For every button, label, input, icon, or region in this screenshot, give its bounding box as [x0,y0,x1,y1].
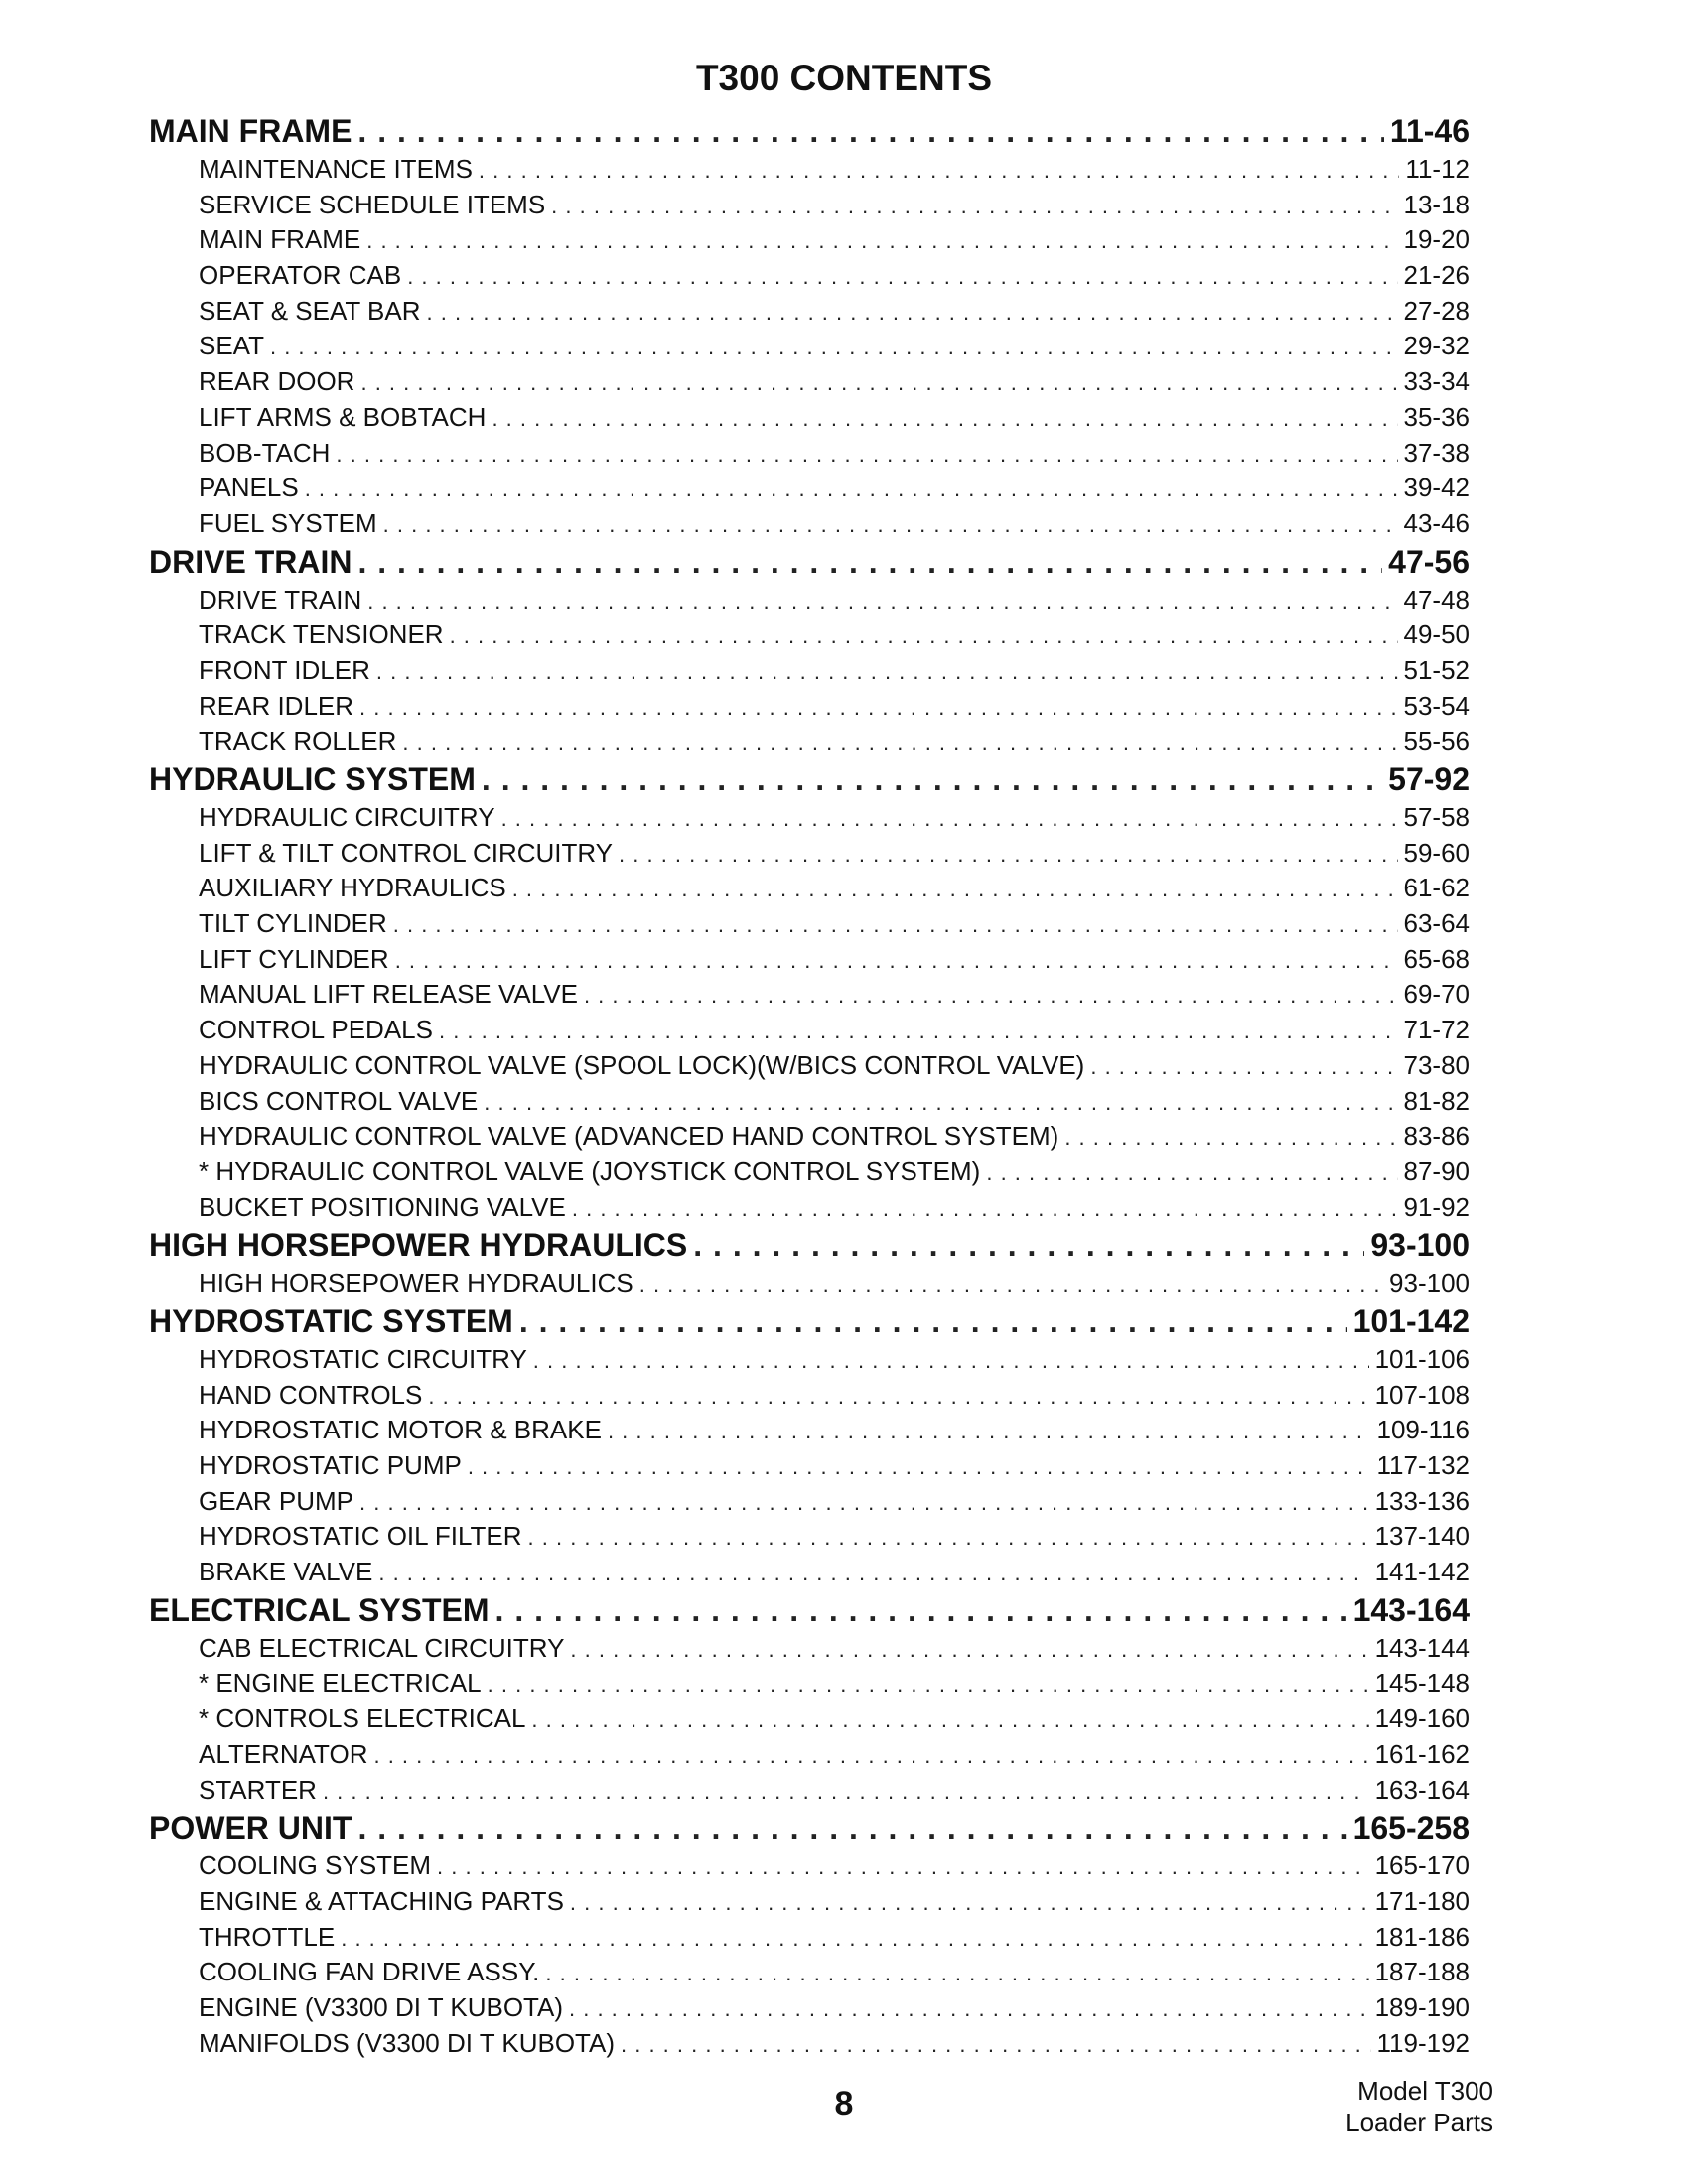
item-page-range: 33-34 [1403,366,1470,397]
toc-item[interactable] [149,154,1470,190]
toc-item[interactable] [149,402,1470,438]
item-title: REAR IDLER [199,690,354,721]
dot-leader [468,1454,1371,1480]
item-title: MANIFOLDS (V3300 DI T KUBOTA) [199,2027,615,2058]
dot-leader [428,1384,1368,1410]
dot-leader [378,1561,1368,1586]
toc-item[interactable] [149,366,1470,402]
dot-leader [512,877,1398,902]
item-page-range: 187-188 [1374,1957,1470,1987]
item-page-range: 83-86 [1403,1121,1470,1152]
item-page-range: 13-18 [1403,189,1470,219]
item-page-range: 81-82 [1403,1085,1470,1116]
dot-leader [376,659,1398,685]
toc-item[interactable] [149,1050,1470,1086]
item-page-range: 61-62 [1403,873,1470,903]
dot-leader [439,1019,1398,1044]
item-page-range: 49-50 [1403,619,1470,650]
item-page-range: 93-100 [1389,1268,1470,1298]
dot-leader [336,442,1397,468]
item-title: SEAT & SEAT BAR [199,295,421,326]
dot-leader [570,1637,1368,1663]
toc-item[interactable] [149,873,1470,908]
dot-leader [608,1419,1371,1444]
item-page-range: 117-132 [1376,1450,1470,1480]
section-page-range: 101-142 [1352,1302,1470,1339]
toc-item[interactable] [149,944,1470,980]
item-page-range: 57-58 [1403,802,1470,832]
item-title: LIFT & TILT CONTROL CIRCUITRY [199,837,614,868]
dot-leader [360,370,1397,396]
toc-item[interactable] [149,1957,1470,1992]
item-title: MAINTENANCE ITEMS [199,154,473,184]
item-page-range: 161-162 [1374,1738,1470,1769]
item-title: SERVICE SCHEDULE ITEMS [199,189,546,219]
footer-subtitle: Loader Parts [1345,2108,1493,2137]
item-title: TRACK TENSIONER [199,619,444,650]
section-page-range: 11-46 [1389,113,1470,149]
item-page-range: 11-12 [1405,154,1470,184]
item-page-range: 43-46 [1403,507,1470,538]
item-title: BUCKET POSITIONING VALVE [199,1191,566,1222]
toc-item[interactable] [149,1344,1470,1380]
item-page-range: 19-20 [1403,224,1470,255]
dot-leader [986,1160,1397,1186]
dot-leader [359,1490,1369,1516]
toc-item[interactable] [149,1268,1470,1303]
dot-leader [270,335,1398,360]
toc-item[interactable] [149,224,1470,260]
toc-item[interactable] [149,1415,1470,1450]
toc-item[interactable] [149,1704,1470,1739]
item-page-range: 165-170 [1374,1850,1470,1881]
dot-leader [437,1854,1369,1880]
page-number: 8 [834,2085,854,2122]
dot-leader [621,2032,1371,2058]
dot-leader [407,264,1397,290]
dot-leader [359,695,1397,721]
toc-item[interactable] [149,190,1470,225]
toc-item[interactable] [149,1775,1470,1811]
item-title: AUXILIARY HYDRAULICS [199,873,506,903]
dot-leader [366,228,1397,254]
dot-leader [519,1303,1347,1340]
item-page-range: 137-140 [1374,1521,1470,1552]
dot-leader [533,1348,1369,1374]
item-page-range: 141-142 [1374,1557,1470,1587]
footer-model: Model T300 [1357,2076,1493,2106]
toc-item[interactable] [149,1633,1470,1669]
item-title: TRACK ROLLER [199,726,397,756]
toc-item[interactable] [149,655,1470,691]
dot-leader [482,761,1382,798]
toc-item[interactable] [149,1557,1470,1592]
section-title: DRIVE TRAIN [149,543,352,580]
dot-leader [528,1525,1369,1551]
item-title: HYDRAULIC CIRCUITRY [199,802,495,832]
dot-leader [492,406,1397,432]
item-title: OPERATOR CAB [199,260,402,291]
toc-item[interactable] [149,296,1470,332]
item-title: BOB-TACH [199,437,331,468]
item-title: * CONTROLS ELECTRICAL [199,1704,526,1734]
toc-section[interactable] [149,113,1470,154]
footer [1345,2075,1493,2138]
item-title: COOLING FAN DRIVE ASSY. [199,1957,540,1987]
section-page-range: 57-92 [1388,761,1470,797]
item-title: * ENGINE ELECTRICAL [199,1668,482,1699]
item-page-range: 59-60 [1403,837,1470,868]
item-title: HIGH HORSEPOWER HYDRAULICS [199,1268,633,1298]
item-title: * HYDRAULIC CONTROL VALVE (JOYSTICK CONTROL SYSTEM) [199,1156,981,1186]
section-title: HYDRAULIC SYSTEM [149,761,476,797]
item-title: HYDROSTATIC PUMP [199,1450,462,1480]
item-title: FUEL SYSTEM [199,507,377,538]
toc-item[interactable] [149,1157,1470,1192]
item-title: REAR DOOR [199,366,355,397]
dot-leader [639,1272,1383,1297]
item-title: HYDROSTATIC MOTOR & BRAKE [199,1415,602,1445]
item-title: LIFT CYLINDER [199,943,389,974]
dot-leader [584,983,1398,1009]
toc-item[interactable] [149,585,1470,620]
item-title: LIFT ARMS & BOBTACH [199,401,487,432]
toc-item[interactable] [149,1086,1470,1122]
item-page-range: 47-48 [1403,584,1470,614]
section-title: POWER UNIT [149,1810,352,1846]
item-page-range: 27-28 [1403,295,1470,326]
dot-leader [479,158,1400,184]
dot-leader [357,1810,1346,1846]
item-title: SEAT [199,331,264,361]
item-page-range: 107-108 [1374,1379,1470,1410]
dot-leader [1090,1054,1397,1080]
dot-leader [427,300,1398,326]
dot-leader [357,544,1382,581]
toc-section[interactable] [149,1592,1470,1633]
item-page-range: 29-32 [1403,331,1470,361]
item-title: HYDRAULIC CONTROL VALVE (SPOOL LOCK)(W/BICS CONTROL VALVE) [199,1049,1085,1080]
dot-leader [450,623,1398,649]
toc-item[interactable] [149,1380,1470,1416]
item-title: TILT CYLINDER [199,908,387,939]
item-title: COOLING SYSTEM [199,1850,432,1881]
toc-item[interactable] [149,1486,1470,1522]
toc-item[interactable] [149,908,1470,944]
section-title: HYDROSTATIC SYSTEM [149,1302,513,1339]
dot-leader [1064,1125,1397,1151]
item-page-range: 69-70 [1403,979,1470,1010]
toc-item[interactable] [149,1922,1470,1958]
toc-item[interactable] [149,260,1470,296]
dot-leader [619,842,1397,868]
toc-item[interactable] [149,1450,1470,1486]
item-page-range: 39-42 [1403,473,1470,503]
toc-item[interactable] [149,1521,1470,1557]
section-page-range: 93-100 [1370,1227,1470,1264]
dot-leader [570,1890,1369,1916]
section-title: ELECTRICAL SYSTEM [149,1591,490,1628]
item-title: FRONT IDLER [199,654,370,685]
dot-leader [545,1961,1368,1986]
item-title: GEAR PUMP [199,1485,354,1516]
dot-leader [402,730,1397,755]
item-title: MAIN FRAME [199,224,361,255]
item-page-range: 87-90 [1403,1156,1470,1186]
item-page-range: 143-144 [1374,1632,1470,1663]
toc-item[interactable] [149,726,1470,761]
dot-leader [551,194,1397,219]
toc-section[interactable] [149,1303,1470,1344]
section-page-range: 143-164 [1352,1591,1470,1628]
dot-leader [572,1196,1398,1222]
item-page-range: 35-36 [1403,401,1470,432]
item-page-range: 101-106 [1374,1343,1470,1374]
dot-leader [495,1592,1347,1629]
toc-item[interactable] [149,1121,1470,1157]
table-of-contents [149,113,1470,2063]
item-page-range: 63-64 [1403,908,1470,939]
toc-item[interactable] [149,1886,1470,1922]
dot-leader [488,1672,1369,1698]
toc-item[interactable] [149,979,1470,1015]
dot-leader [569,1996,1369,2022]
item-page-range: 149-160 [1374,1704,1470,1734]
dot-leader [367,589,1397,614]
item-page-range: 189-190 [1374,1991,1470,2022]
section-title: MAIN FRAME [149,113,352,149]
dot-leader [484,1090,1397,1116]
item-page-range: 109-116 [1376,1415,1470,1445]
item-page-range: 133-136 [1374,1485,1470,1516]
item-title: THROTTLE [199,1921,336,1952]
toc-section[interactable] [149,544,1470,585]
item-page-range: 119-192 [1376,2027,1470,2058]
toc-item[interactable] [149,473,1470,508]
toc-section[interactable] [149,761,1470,802]
item-title: DRIVE TRAIN [199,584,362,614]
item-page-range: 181-186 [1374,1921,1470,1952]
toc-item[interactable] [149,691,1470,727]
dot-leader [323,1779,1369,1805]
item-page-range: 171-180 [1374,1885,1470,1916]
toc-item[interactable] [149,1668,1470,1704]
toc-item[interactable] [149,1992,1470,2028]
dot-leader [531,1707,1368,1733]
item-title: ALTERNATOR [199,1738,368,1769]
dot-leader [693,1227,1364,1264]
toc-item[interactable] [149,1015,1470,1050]
item-page-range: 55-56 [1403,726,1470,756]
item-title: CAB ELECTRICAL CIRCUITRY [199,1632,565,1663]
item-title: STARTER [199,1774,317,1805]
toc-item[interactable] [149,1739,1470,1775]
item-page-range: 37-38 [1403,437,1470,468]
toc-item[interactable] [149,2028,1470,2064]
page-title: T300 CONTENTS [695,58,993,98]
toc-section[interactable] [149,1810,1470,1850]
item-page-range: 65-68 [1403,943,1470,974]
item-page-range: 53-54 [1403,690,1470,721]
item-page-range: 73-80 [1403,1049,1470,1080]
dot-leader [357,113,1384,150]
toc-item[interactable] [149,508,1470,544]
section-page-range: 165-258 [1352,1810,1470,1846]
dot-leader [501,806,1398,832]
toc-item[interactable] [149,838,1470,874]
dot-leader [383,512,1398,538]
section-page-range: 47-56 [1388,543,1470,580]
toc-item[interactable] [149,1192,1470,1228]
item-title: MANUAL LIFT RELEASE VALVE [199,979,578,1010]
item-page-range: 163-164 [1374,1774,1470,1805]
toc-item[interactable] [149,1850,1470,1886]
item-title: HAND CONTROLS [199,1379,423,1410]
item-title: HYDROSTATIC CIRCUITRY [199,1343,527,1374]
toc-item[interactable] [149,802,1470,838]
item-page-range: 71-72 [1403,1015,1470,1045]
item-title: ENGINE & ATTACHING PARTS [199,1885,564,1916]
item-page-range: 21-26 [1403,260,1470,291]
dot-leader [373,1743,1368,1769]
dot-leader [395,948,1398,974]
item-title: PANELS [199,473,299,503]
dot-leader [393,912,1398,938]
item-title: ENGINE (V3300 DI T KUBOTA) [199,1991,563,2022]
item-page-range: 145-148 [1374,1668,1470,1699]
toc-item[interactable] [149,438,1470,474]
toc-section[interactable] [149,1227,1470,1268]
toc-item[interactable] [149,331,1470,366]
item-title: BICS CONTROL VALVE [199,1085,479,1116]
item-title: HYDROSTATIC OIL FILTER [199,1521,522,1552]
section-title: HIGH HORSEPOWER HYDRAULICS [149,1227,688,1264]
item-title: CONTROL PEDALS [199,1015,433,1045]
dot-leader [305,477,1398,502]
item-title: BRAKE VALVE [199,1557,373,1587]
toc-item[interactable] [149,619,1470,655]
item-title: HYDRAULIC CONTROL VALVE (ADVANCED HAND CONTROL SYSTEM) [199,1121,1059,1152]
item-page-range: 51-52 [1403,654,1470,685]
dot-leader [341,1926,1368,1952]
item-page-range: 91-92 [1403,1191,1470,1222]
